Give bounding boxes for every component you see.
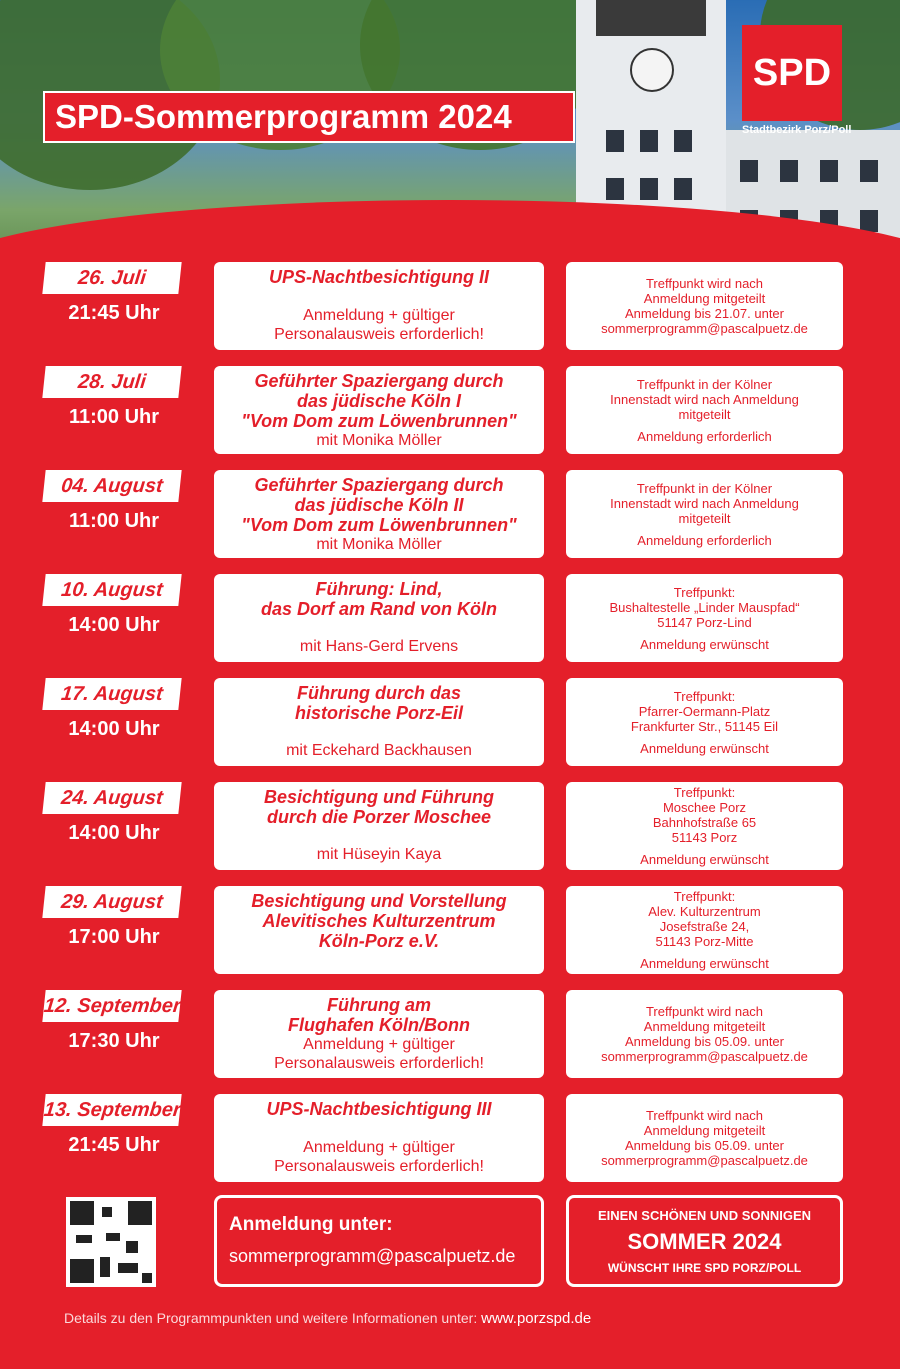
footer-text: Details zu den Programmpunkten und weitere Informationen unter:: [64, 1310, 478, 1326]
event-date: 13. September: [42, 1094, 181, 1126]
registration-note: Anmeldung erforderlich: [637, 428, 772, 444]
event-time: 14:00 Uhr: [68, 614, 160, 636]
page-title: SPD-Sommerprogramm 2024: [43, 91, 575, 143]
spd-logo: SPD: [742, 25, 842, 121]
event-date: 10. August: [42, 574, 181, 606]
signup-email[interactable]: sommerprogramm@pascalpuetz.de: [229, 1246, 516, 1266]
event-date: 17. August: [42, 678, 181, 710]
tower-roof: [596, 0, 706, 36]
clock-icon: [630, 48, 674, 92]
event-date: 12. September: [42, 990, 181, 1022]
meeting-info: Treffpunkt: Moschee Porz Bahnhofstraße 65 51143 Porz: [652, 785, 757, 845]
info-box: [566, 886, 843, 974]
event-title: Führung am Flughafen Köln/Bonn: [288, 995, 470, 1035]
event-subtitle: Anmeldung + gültiger Personalausweis erforderlich!: [274, 307, 484, 343]
event-subtitle: mit Monika Möller: [316, 536, 442, 553]
event-box: [214, 990, 544, 1078]
event-title: Besichtigung und Führung durch die Porzer Moschee: [264, 787, 494, 827]
event-date: 28. Juli: [42, 366, 181, 398]
event-date: 26. Juli: [42, 262, 181, 294]
info-box: [566, 574, 843, 662]
event-title: Führung: Lind, das Dorf am Rand von Köln: [260, 579, 498, 619]
greeting-line3: WÜNSCHT IHRE SPD PORZ/POLL: [607, 1261, 802, 1275]
event-title: UPS-Nachtbesichtigung III: [266, 1099, 492, 1119]
event-box: [214, 782, 544, 870]
event-subtitle: Anmeldung + gültiger Personalausweis erforderlich!: [274, 1036, 484, 1072]
event-box: [214, 262, 544, 350]
event-row: [0, 782, 900, 874]
event-time: 14:00 Uhr: [68, 718, 160, 740]
event-time: 11:00 Uhr: [68, 510, 160, 532]
event-box: [214, 1094, 544, 1182]
event-time: 21:45 Uhr: [68, 302, 160, 324]
event-time: 17:30 Uhr: [68, 1030, 160, 1052]
event-box: [214, 678, 544, 766]
event-row: [0, 262, 900, 354]
event-row: [0, 678, 900, 770]
greeting-line2: SOMMER 2024: [627, 1229, 782, 1254]
event-date: 24. August: [42, 782, 181, 814]
info-box: [566, 990, 843, 1078]
event-time: 21:45 Uhr: [68, 1134, 160, 1156]
event-subtitle: mit Eckehard Backhausen: [286, 742, 472, 759]
event-row: [0, 470, 900, 562]
meeting-info: Treffpunkt: Pfarrer-Oermann-Platz Frankfurter Str., 51145 Eil: [630, 688, 779, 734]
footer: [64, 1310, 591, 1327]
meeting-info: Treffpunkt: Bushaltestelle „Linder Mauspfad“ 51147 Porz-Lind: [609, 584, 800, 630]
info-box: [566, 1094, 843, 1182]
event-title: Besichtigung und Vorstellung Alevitisches Kulturzentrum Köln-Porz e.V.: [251, 891, 507, 951]
event-title: Geführter Spaziergang durch das jüdische Köln I "Vom Dom zum Löwenbrunnen": [241, 371, 517, 431]
event-subtitle: mit Hans-Gerd Ervens: [299, 638, 459, 655]
info-box: [566, 782, 843, 870]
meeting-info: Treffpunkt in der Kölner Innenstadt wird nach Anmeldung mitgeteilt: [610, 480, 799, 526]
event-time: 14:00 Uhr: [68, 822, 160, 844]
meeting-info: Treffpunkt wird nach Anmeldung mitgeteilt Anmeldung bis 05.09. unter sommerprogramm@pascalpuetz.de: [601, 1108, 808, 1168]
event-date: 04. August: [42, 470, 181, 502]
event-subtitle: mit Hüseyin Kaya: [316, 846, 442, 863]
event-time: 17:00 Uhr: [68, 926, 160, 948]
registration-note: Anmeldung erforderlich: [637, 532, 772, 548]
event-row: [0, 886, 900, 978]
registration-note: Anmeldung erwünscht: [640, 636, 769, 652]
info-box: [566, 366, 843, 454]
info-box: [566, 470, 843, 558]
greeting-line1: EINEN SCHÖNEN UND SONNIGEN: [597, 1208, 812, 1223]
event-row: [0, 574, 900, 666]
meeting-info: Treffpunkt wird nach Anmeldung mitgeteilt Anmeldung bis 21.07. unter sommerprogramm@pascalpuetz.de: [601, 276, 808, 336]
logo-subtitle: Stadtbezirk Porz/Poll: [742, 124, 852, 136]
event-box: [214, 366, 544, 454]
meeting-info: Treffpunkt: Alev. Kulturzentrum Josefstraße 24, 51143 Porz-Mitte: [648, 889, 761, 949]
event-title: UPS-Nachtbesichtigung II: [268, 267, 490, 287]
info-box: [566, 678, 843, 766]
registration-note: Anmeldung erwünscht: [640, 740, 769, 756]
event-row: [0, 366, 900, 458]
event-box: [214, 470, 544, 558]
greeting-box: [566, 1195, 843, 1287]
meeting-info: Treffpunkt wird nach Anmeldung mitgeteilt Anmeldung bis 05.09. unter sommerprogramm@pascalpuetz.de: [601, 1004, 808, 1064]
event-time: 11:00 Uhr: [68, 406, 160, 428]
event-box: [214, 886, 544, 974]
event-row: [0, 990, 900, 1082]
signup-box: [214, 1195, 544, 1287]
event-subtitle: mit Monika Möller: [316, 432, 442, 449]
event-box: [214, 574, 544, 662]
info-box: [566, 262, 843, 350]
registration-note: Anmeldung erwünscht: [640, 852, 769, 867]
footer-link[interactable]: www.porzspd.de: [481, 1310, 592, 1327]
signup-heading: Anmeldung unter:: [229, 1214, 393, 1235]
meeting-info: Treffpunkt in der Kölner Innenstadt wird nach Anmeldung mitgeteilt: [610, 376, 799, 422]
event-date: 29. August: [42, 886, 181, 918]
event-title: Führung durch das historische Porz-Eil: [294, 683, 464, 723]
registration-note: Anmeldung erwünscht: [640, 956, 769, 971]
event-subtitle: Anmeldung + gültiger Personalausweis erforderlich!: [274, 1139, 484, 1175]
event-title: Geführter Spaziergang durch das jüdische Köln II "Vom Dom zum Löwenbrunnen": [241, 475, 517, 535]
event-row: [0, 1094, 900, 1186]
qr-code[interactable]: [66, 1197, 156, 1287]
